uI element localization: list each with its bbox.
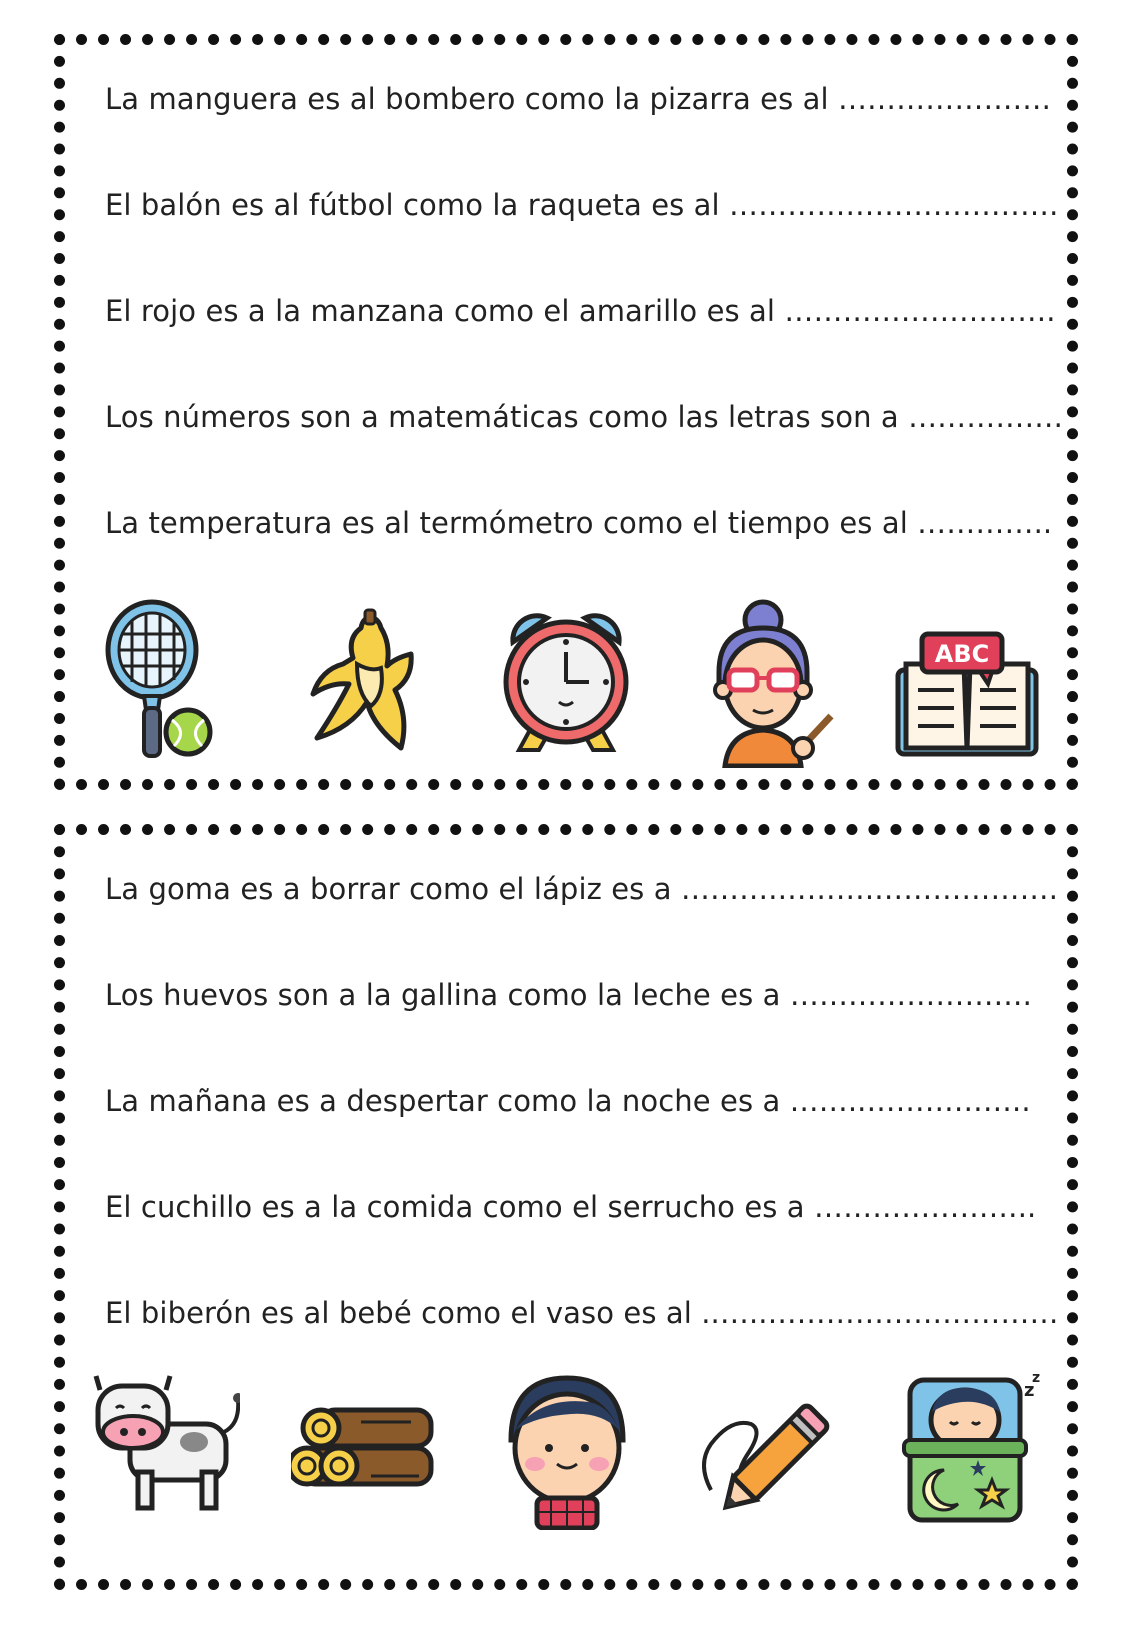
sentence-text: La mañana es a despertar como la noche es a ……..…………….. xyxy=(105,1084,1031,1118)
cow-icon xyxy=(90,1360,240,1530)
sentence-text: El balón es al fútbol como la raqueta es al ……………………………. xyxy=(105,188,1059,222)
book-label: ABC xyxy=(934,640,989,668)
teacher-icon xyxy=(691,598,841,768)
sentence-text: Los números son a matemáticas como las letras son a ……………. xyxy=(105,400,1063,434)
sentence-text: La temperatura es al termómetro como el tiempo es al ………….. xyxy=(105,506,1053,540)
svg-text:z: z xyxy=(1023,1380,1035,1401)
svg-text:z: z xyxy=(1031,1370,1040,1386)
abc-book-icon xyxy=(892,598,1042,768)
alarm-clock-icon xyxy=(491,598,641,768)
picture-row xyxy=(65,593,1067,773)
sentence-text: Los huevos son a la gallina como la leche es a ……………………. xyxy=(105,978,1032,1012)
picture-row xyxy=(65,1355,1067,1535)
sentence-text: La manguera es al bombero como la pizarra es al …………………. xyxy=(105,82,1051,116)
sentence-list xyxy=(105,871,1059,1401)
sentence-text: El rojo es a la manzana como el amarillo es al ………………………. xyxy=(105,294,1056,328)
banana-icon xyxy=(291,598,441,768)
exercise-card-1 xyxy=(54,34,1078,790)
pencil-icon xyxy=(691,1360,841,1530)
sentence-text: El cuchillo es a la comida como el serrucho es a ………………….. xyxy=(105,1190,1037,1224)
exercise-card-2 xyxy=(54,824,1078,1590)
tennis-racket-icon xyxy=(90,598,240,768)
sleeping-baby-icon xyxy=(892,1360,1042,1530)
sentence-text: La goma es a borrar como el lápiz es a ……….……….………………. xyxy=(105,872,1059,906)
child-icon xyxy=(491,1360,641,1530)
sentence-text: El biberón es al bebé como el vaso es al ..…..………………………… xyxy=(105,1296,1059,1330)
sentence-list xyxy=(105,81,1063,611)
logs-icon xyxy=(291,1360,441,1530)
